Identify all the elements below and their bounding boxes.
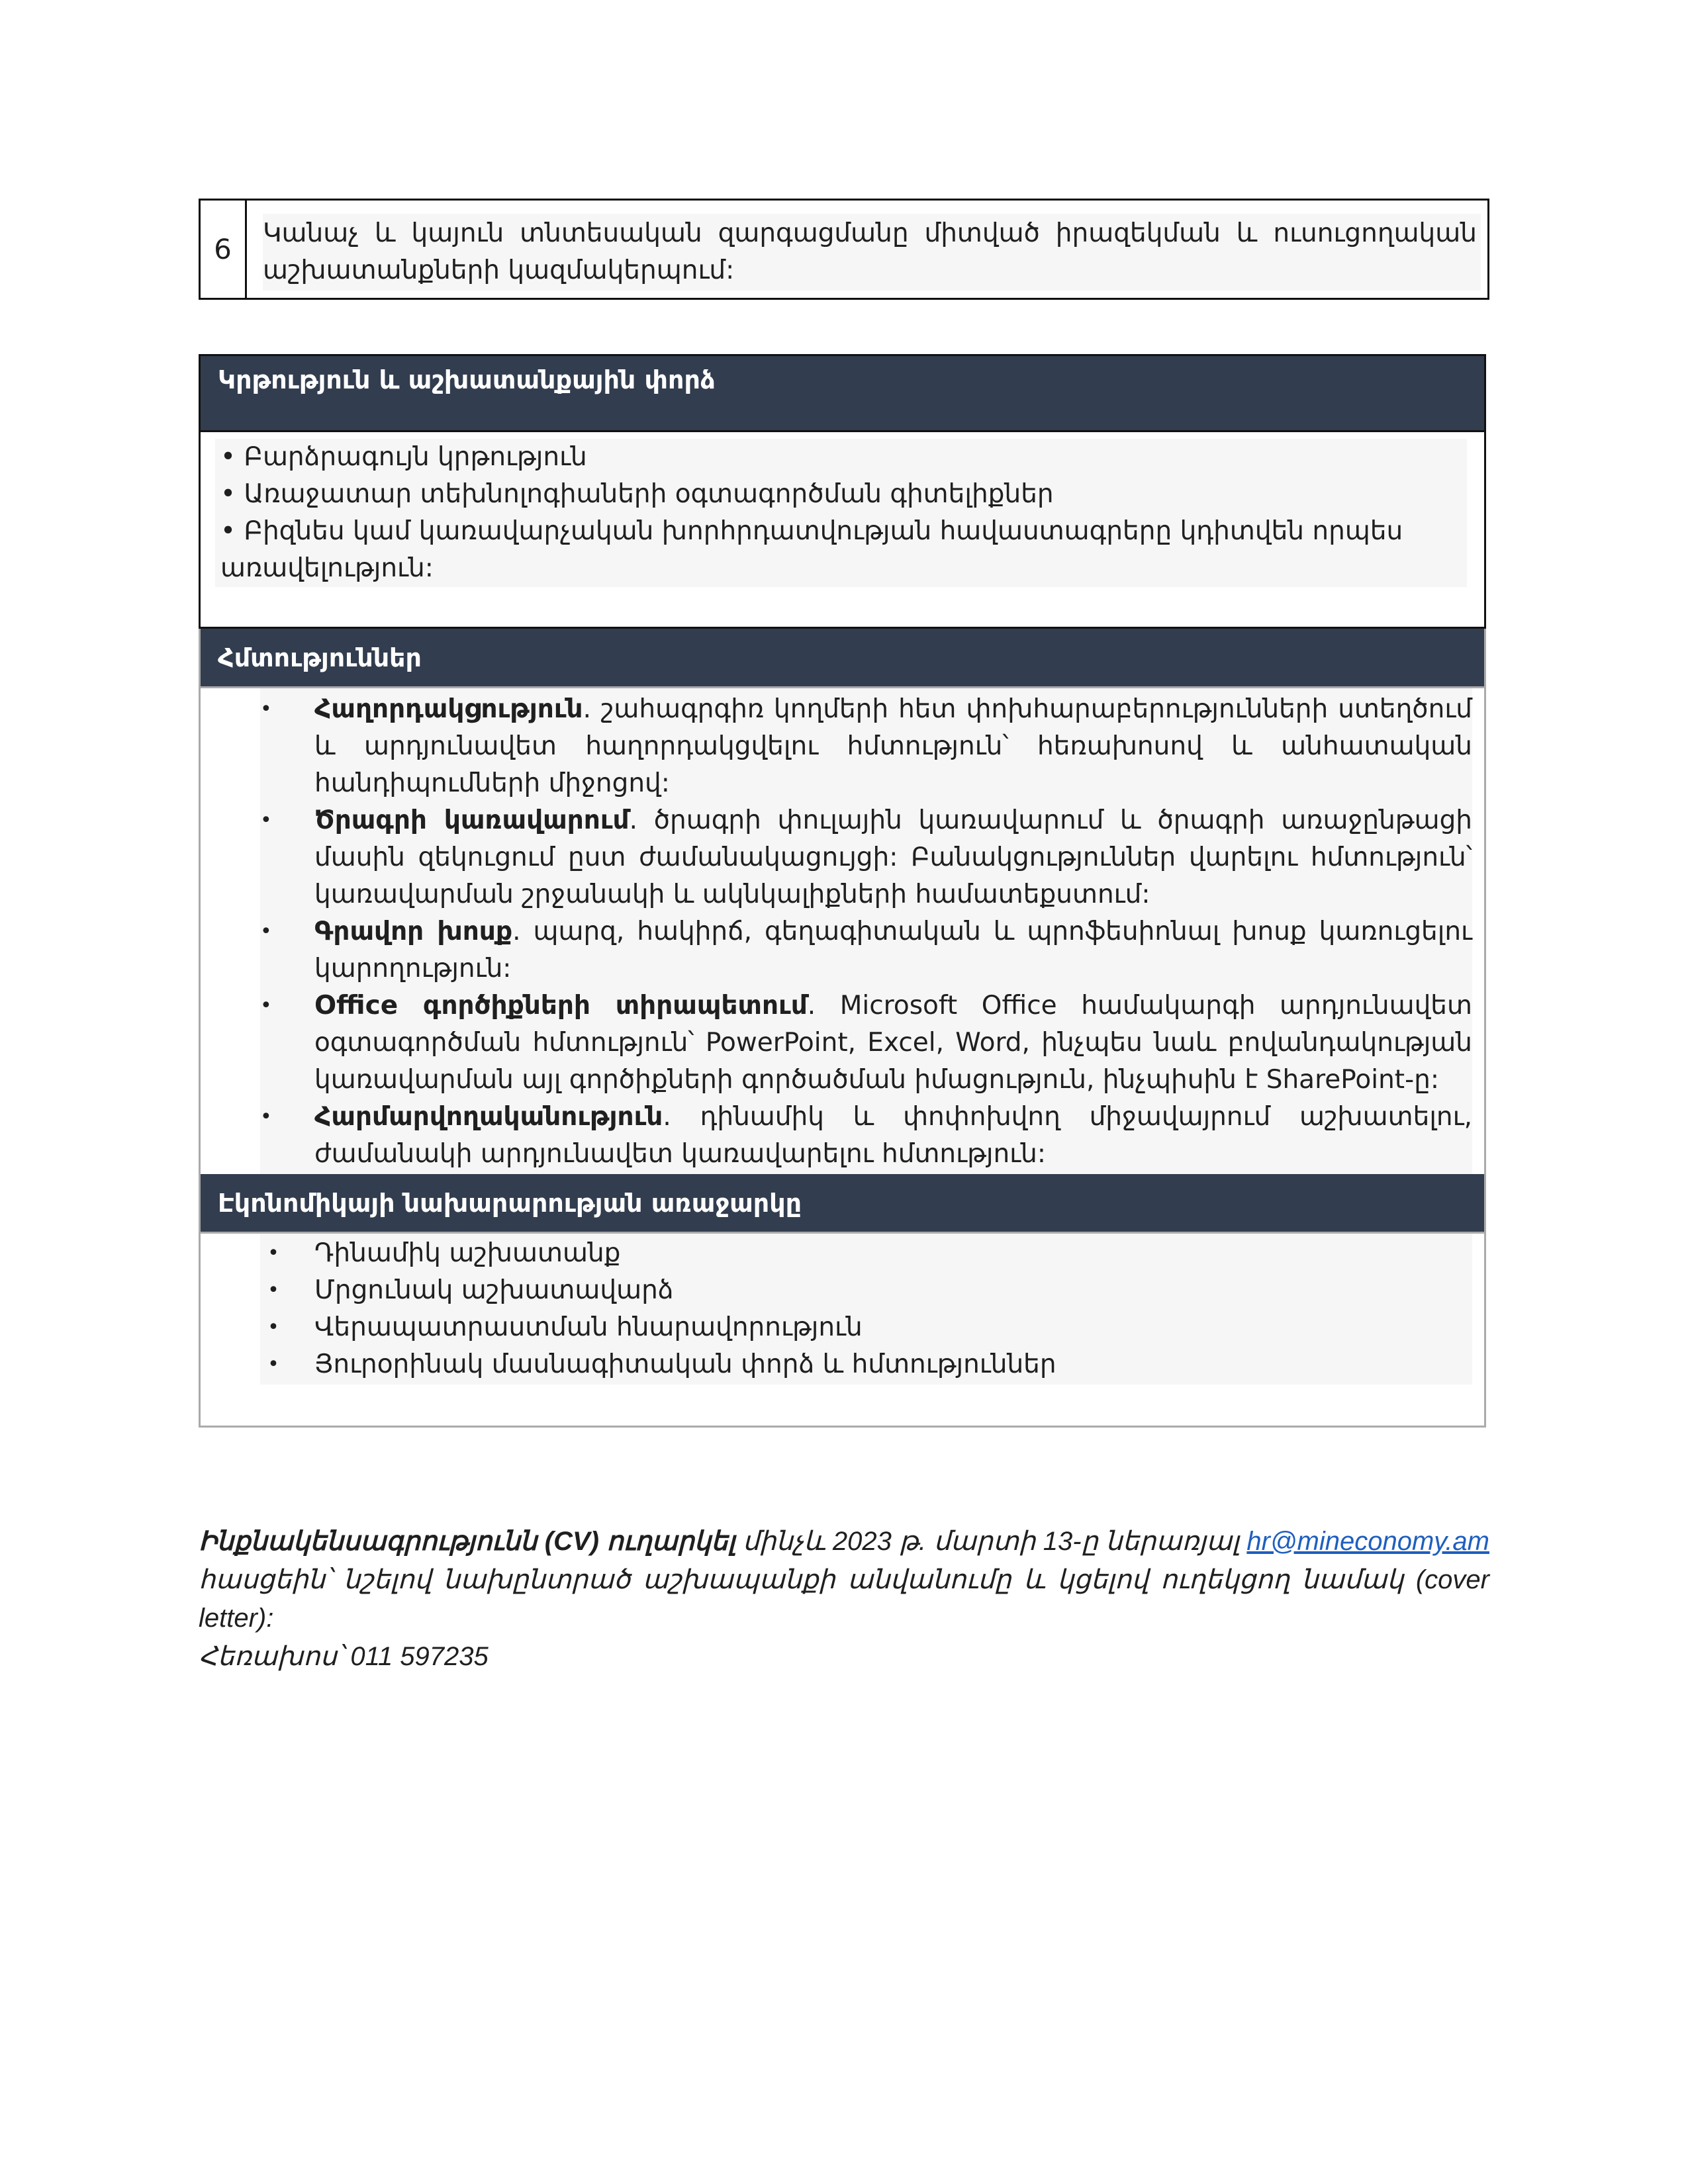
skills-list-wrap — [260, 688, 1472, 1174]
row-text-cell — [247, 201, 1487, 298]
section-header-education: Կրթություն և աշխատանքային փորձ — [201, 356, 1484, 432]
section-education — [199, 354, 1486, 629]
skill-name: Office գործիքների տիրապետում — [314, 991, 808, 1021]
skill-description: . շահագրգիռ կողմերի հետ փոխհարաբերությունների ստեղծում և արդյունավետ հաղորդակցվելու հմտություն՝ հեռախոսով և անհատական հանդիպումների միջոցով: — [314, 694, 1472, 798]
bullet-icon: • — [260, 698, 272, 721]
offer-list — [260, 1235, 1472, 1383]
skill-name: Հարմարվողականություն — [314, 1102, 663, 1132]
offer-item — [260, 1309, 1472, 1346]
skill-description: . ծրագրի փուլային կառավարում և ծրագրի առաջընթացի մասին զեկուցում ըստ ժամանակացույցի: Բանակցություններ վարելու հմտություն՝ կառավարման շրջանակի և ակնկալիքների համատեքստում: — [314, 805, 1472, 909]
bullet-icon: • — [260, 1105, 272, 1128]
phone-line: Հեռախոս՝ 011 597235 — [199, 1642, 489, 1671]
skill-item — [260, 913, 1472, 987]
section-title-offer: Էկոնոմիկայի նախարարության առաջարկը — [218, 1188, 802, 1218]
skill-name: Հաղորդակցություն — [314, 694, 583, 724]
education-item: • Առաջատար տեխնոլոգիաների օգտագործման գիտելիքներ — [220, 479, 1054, 509]
bullet-icon: • — [267, 1279, 279, 1302]
education-item: • Բարձրագույն կրթություն — [220, 442, 587, 472]
skill-description: . պարզ, հակիրճ, գեղագիտական և պրոֆեսիոնալ խոսք կառուցելու կարողություն: — [314, 917, 1472, 983]
instructions-details: հասցեին՝ նշելով նախընտրած աշխապանքի անվանումը և կցելով ուղեկցող նամակ (cover letter): — [199, 1565, 1489, 1633]
skills-list — [260, 691, 1472, 1173]
offer-item — [260, 1235, 1472, 1272]
section-body-education — [201, 432, 1484, 627]
instructions-lead: Ինքնակենսագրությունն (CV) ուղարկել — [199, 1527, 735, 1556]
requirements-box — [199, 354, 1486, 1428]
section-header-offer — [201, 1174, 1484, 1234]
bullet-icon: • — [267, 1316, 279, 1339]
instructions-deadline: մինչև 2023 թ. մարտի 13-ը ներառյալ — [735, 1527, 1247, 1556]
skill-item — [260, 1099, 1472, 1173]
offer-text: Մրցունակ աշխատավարձ — [314, 1275, 674, 1305]
offer-list-wrap — [260, 1234, 1472, 1385]
offer-text: Վերապատրաստման հնարավորություն — [314, 1312, 863, 1342]
bullet-icon: • — [260, 994, 272, 1017]
skill-item — [260, 691, 1472, 802]
section-offer — [199, 1174, 1486, 1428]
skill-item — [260, 987, 1472, 1099]
offer-item — [260, 1346, 1472, 1383]
bullet-icon: • — [260, 809, 272, 832]
skill-item — [260, 802, 1472, 913]
skill-description: . Microsoft Office համակարգի արդյունավետ օգտագործման հմտություն՝ PowerPoint, Excel, Word, ինչպես նաև բովանդակության կառավարման այլ գործիքների գործածման իմացություն, ինչպիսին է SharePoint-ը: — [314, 991, 1472, 1095]
email-link[interactable]: hr@mineconomy.am — [1246, 1527, 1489, 1556]
section-header-skills — [201, 629, 1484, 688]
offer-text: Դինամիկ աշխատանք — [314, 1238, 621, 1268]
application-instructions — [199, 1522, 1489, 1676]
bullet-icon: • — [267, 1353, 279, 1376]
skill-name: Գրավոր խոսք — [314, 917, 513, 946]
offer-text: Յուրօրինակ մասնագիտական փորձ և հմտություններ — [314, 1349, 1056, 1379]
section-skills — [199, 629, 1486, 1174]
skill-name: Ծրագրի կառավարում — [314, 805, 630, 835]
skill-description: . դինամիկ և փոփոխվող միջավայրում աշխատելու, ժամանակի արդյունավետ կառավարելու հմտություն: — [314, 1102, 1472, 1169]
section-title-skills: Հմտություններ — [218, 643, 422, 672]
offer-item — [260, 1272, 1472, 1309]
education-item: • Բիզնես կամ կառավարչական խորհրդատվության հավաստագրերը կդիտվեն որպես առավելություն: — [220, 516, 1403, 583]
row-text: Կանաչ և կայուն տնտեսական զարգացմանը միտված իրազեկման և ուսուցողական աշխատանքների կազմակերպում: — [263, 214, 1481, 291]
row-number: 6 — [201, 201, 247, 298]
bullet-icon: • — [260, 920, 272, 943]
section-spacer — [201, 1385, 1484, 1426]
bullet-icon: • — [267, 1242, 279, 1265]
numbered-row-table — [199, 199, 1489, 300]
education-list — [215, 439, 1467, 587]
